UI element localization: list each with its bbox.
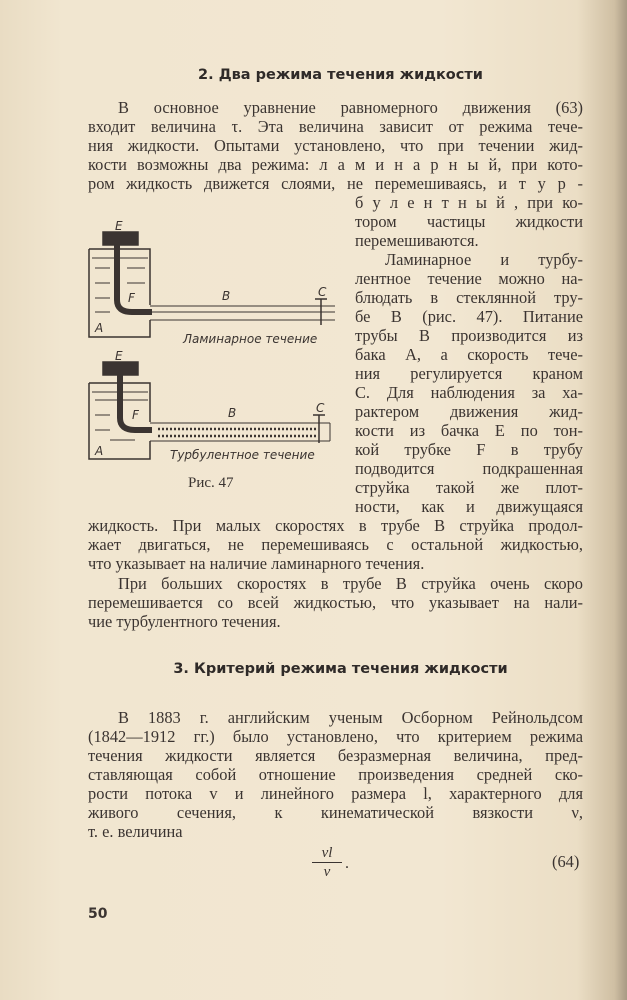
text-line: блюдать в стеклянной тру-: [355, 288, 583, 307]
text-line: ности, как и движущаяся: [355, 497, 583, 516]
reservoir-e-bottom: [103, 362, 138, 375]
text-line: тором частицы жидкости: [355, 212, 583, 231]
text-line: перемешивается со всей жидкостью, что указывает на нали-: [88, 593, 583, 612]
label-b: B: [222, 289, 231, 303]
text-line: ром жидкость движется слоями, не перемешиваясь, и т у р -: [88, 174, 583, 193]
text-line: бака A, а скорость тече-: [355, 345, 583, 364]
text-line: бе B (рис. 47). Питание: [355, 307, 583, 326]
pipe-b-bottom: [150, 423, 330, 441]
text-line: б у л е н т н ы й , при ко-: [355, 193, 583, 212]
section-heading-3: 3. Критерий режима течения жидкости: [173, 661, 508, 677]
text-line: подводится подкрашенная: [355, 459, 583, 478]
label-e: E: [115, 219, 123, 233]
text-line: что указывает на наличие ламинарного течения.: [88, 554, 425, 573]
formula-numerator: vl: [312, 845, 342, 863]
text-line: жает двигаться, не перемешиваясь с остальной жидкостью,: [88, 535, 583, 554]
laminar-label: Ламинарное течение: [183, 332, 318, 346]
text-line: Ламинарное и турбу-: [385, 250, 583, 269]
text-line: кости из бачка E по тон-: [355, 421, 583, 440]
text-line: лентное течение можно на-: [355, 269, 583, 288]
label-a: A: [95, 444, 104, 458]
text-line: C. Для наблюдения за ха-: [355, 383, 583, 402]
page-number: 50: [88, 906, 108, 922]
text-line: ния регулируется краном: [355, 364, 583, 383]
text-line: рости потока v и линейного размера l, характерного для: [88, 784, 583, 803]
label-c: C: [318, 285, 327, 299]
figure-caption: Рис. 47: [188, 475, 234, 491]
text-line: перемешиваются.: [355, 231, 479, 250]
text-line: жидкость. При малых скоростях в трубе B струйка продол-: [88, 516, 583, 535]
text-line: чие турбулентного течения.: [88, 612, 281, 631]
text-line: При больших скоростях в трубе B струйка очень скоро: [118, 574, 583, 593]
text-line: В 1883 г. английским ученым Осборном Рейнольдсом: [118, 708, 583, 727]
formula-64: [312, 845, 342, 881]
text-line: В основное уравнение равномерного движения (63): [118, 98, 583, 117]
pipe-b-top: [150, 306, 335, 320]
text-line: рактером движения жид-: [355, 402, 583, 421]
text-line: ставляющая собой отношение произведения средней ско-: [88, 765, 583, 784]
label-e: E: [115, 349, 123, 363]
text-line: ния жидкости. Опытами установлено, что при течении жид-: [88, 136, 583, 155]
label-f: F: [132, 408, 139, 422]
text-line: струйка такой же плот-: [355, 478, 583, 497]
turbulent-label: Турбулентное течение: [170, 448, 315, 462]
text-line: (1842—1912 гг.) было установлено, что критерием режима: [88, 727, 583, 746]
formula-denominator: ν: [323, 864, 331, 880]
text-line: входит величина τ. Эта величина зависит от режима тече-: [88, 117, 583, 136]
label-c: C: [316, 401, 325, 415]
label-f: F: [128, 291, 135, 305]
text-line: трубы B производится из: [355, 326, 583, 345]
text-line: кости возможны два режима: л а м и н а р н ы й, при кото-: [88, 155, 583, 174]
section-heading-2: 2. Два режима течения жидкости: [198, 67, 483, 83]
text-line: живого сечения, к кинематической вязкости ν,: [88, 803, 583, 822]
label-a: A: [95, 321, 104, 335]
formula-trail: .: [345, 855, 349, 872]
turbulent-dye: [158, 429, 318, 436]
text-line: течения жидкости является безразмерная величина, пред-: [88, 746, 583, 765]
equation-number: (64): [552, 852, 580, 871]
reservoir-e-top: [103, 232, 138, 245]
label-b: B: [228, 406, 237, 420]
text-line: т. е. величина: [88, 822, 183, 841]
text-line: кой трубке F в трубу: [355, 440, 583, 459]
